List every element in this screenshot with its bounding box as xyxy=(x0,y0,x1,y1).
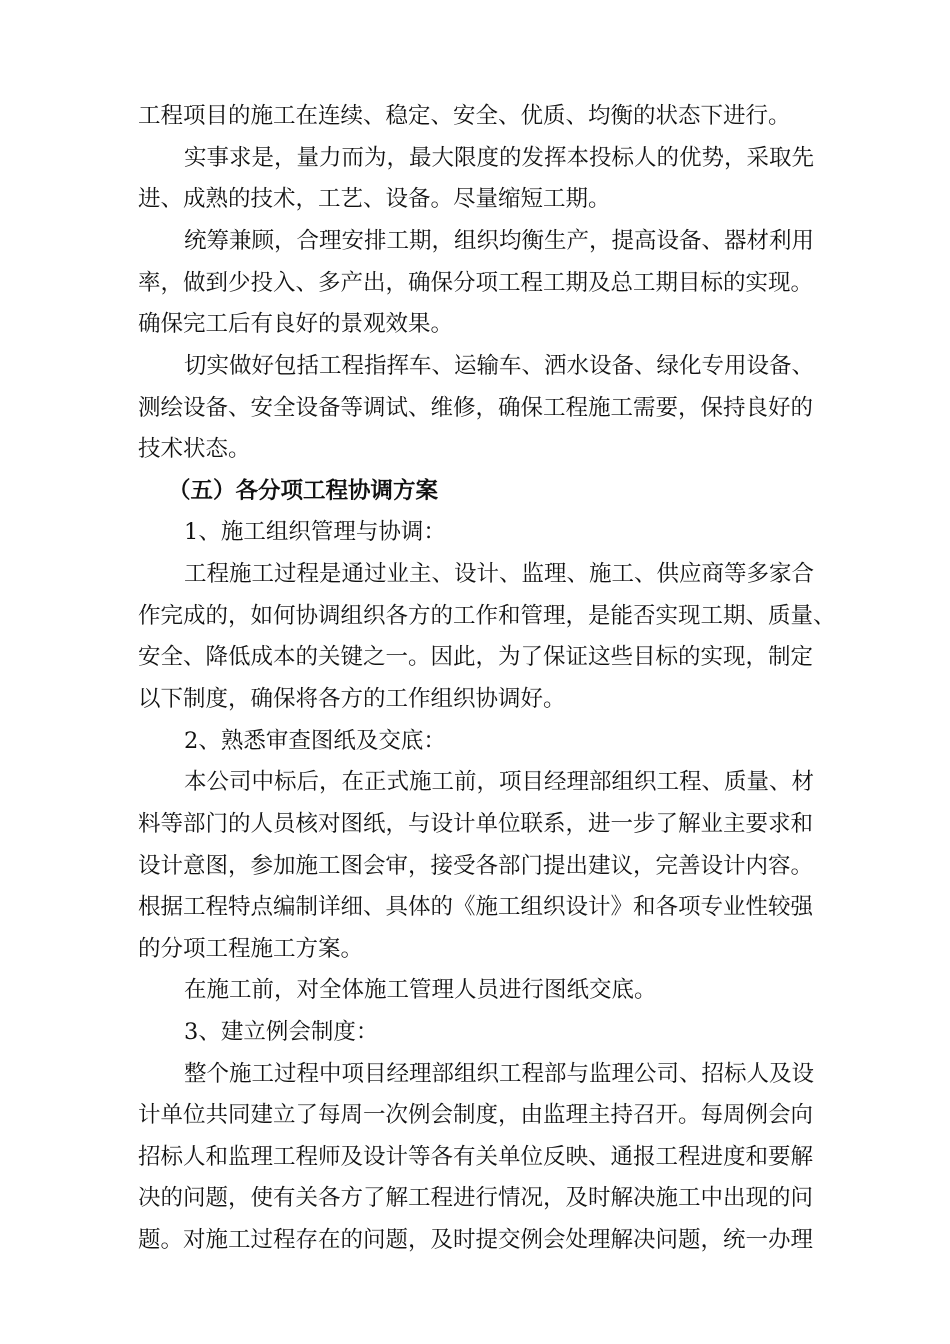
paragraph-line: 招标人和监理工程师及设计等各有关单位反映、通报工程进度和要解 xyxy=(138,1144,814,1170)
paragraph-line: 工程项目的施工在连续、稳定、安全、优质、均衡的状态下进行。 xyxy=(138,103,791,129)
paragraph-line: 技术状态。 xyxy=(138,436,251,462)
paragraph-line: 作完成的，如何协调组织各方的工作和管理，是能否实现工期、质量、 xyxy=(138,603,836,629)
paragraph-line: 本公司中标后，在正式施工前，项目经理部组织工程、质量、材 xyxy=(184,769,815,795)
paragraph-line: 题。对施工过程存在的问题，及时提交例会处理解决问题，统一办理 xyxy=(138,1227,814,1253)
paragraph-line: 以下制度，确保将各方的工作组织协调好。 xyxy=(138,686,566,712)
paragraph-line: 进、成熟的技术，工艺、设备。尽量缩短工期。 xyxy=(138,186,611,212)
paragraph-line: 料等部门的人员核对图纸，与设计单位联系，进一步了解业主要求和 xyxy=(138,811,814,837)
paragraph-line: 切实做好包括工程指挥车、运输车、洒水设备、绿化专用设备、 xyxy=(184,353,815,379)
paragraph-line: 安全、降低成本的关键之一。因此，为了保证这些目标的实现，制定 xyxy=(138,644,814,670)
paragraph-line: 设计意图，参加施工图会审，接受各部门提出建议，完善设计内容。 xyxy=(138,853,814,879)
paragraph-line: 计单位共同建立了每周一次例会制度，由监理主持召开。每周例会向 xyxy=(138,1102,814,1128)
paragraph-line: 统筹兼顾，合理安排工期，组织均衡生产，提高设备、器材利用 xyxy=(184,228,815,254)
paragraph-line: 整个施工过程中项目经理部组织工程部与监理公司、招标人及设 xyxy=(184,1061,815,1087)
paragraph-line: 实事求是，量力而为，最大限度的发挥本投标人的优势，采取先 xyxy=(184,145,815,171)
paragraph-line: 的分项工程施工方案。 xyxy=(138,936,364,962)
subsection-heading: 3、建立例会制度： xyxy=(184,1019,379,1045)
paragraph-line: 决的问题，使有关各方了解工程进行情况，及时解决施工中出现的问 xyxy=(138,1185,814,1211)
subsection-heading: 2、熟悉审查图纸及交底： xyxy=(184,728,446,754)
paragraph-line: 测绘设备、安全设备等调试、维修，确保工程施工需要，保持良好的 xyxy=(138,395,814,421)
paragraph-line: 根据工程特点编制详细、具体的《施工组织设计》和各项专业性较强 xyxy=(138,894,814,920)
subsection-heading: 1、施工组织管理与协调： xyxy=(184,519,446,545)
paragraph-line: 率，做到少投入、多产出，确保分项工程工期及总工期目标的实现。 xyxy=(138,270,814,296)
section-heading: （五）各分项工程协调方案 xyxy=(168,478,439,504)
paragraph-line: 工程施工过程是通过业主、设计、监理、施工、供应商等多家合 xyxy=(184,561,815,587)
paragraph-line: 确保完工后有良好的景观效果。 xyxy=(138,311,454,337)
paragraph-line: 在施工前，对全体施工管理人员进行图纸交底。 xyxy=(184,977,657,1003)
